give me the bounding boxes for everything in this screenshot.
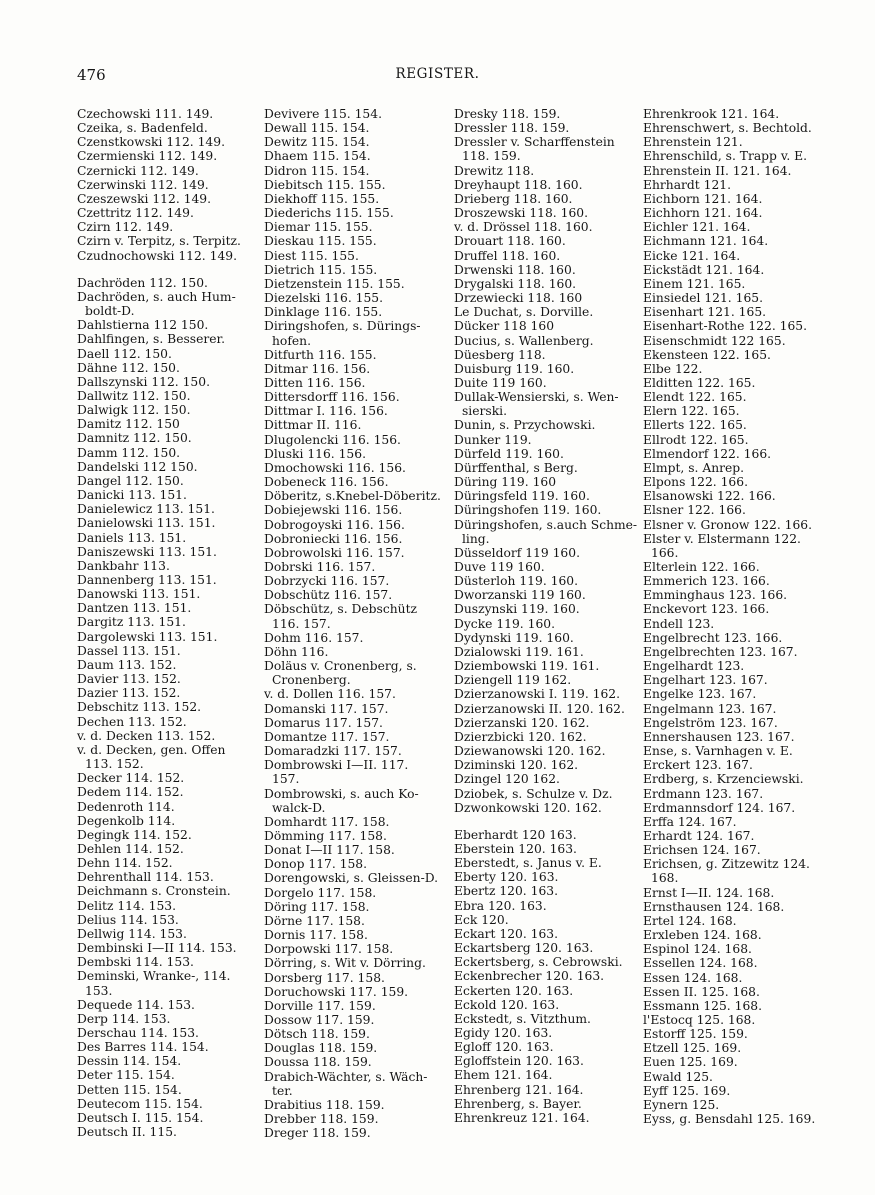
index-entry: Engelbrecht 123. 166. xyxy=(643,630,783,645)
index-entry: Dressler 118. 159. xyxy=(454,121,570,136)
index-entry: Eichmann 121. 164. xyxy=(643,234,769,249)
index-entry: v. d. Dollen 116. 157. xyxy=(264,687,396,702)
index-entry: Dörne 117. 158. xyxy=(264,913,365,928)
index-entry: Drzewiecki 118. 160 xyxy=(454,291,583,306)
index-entry: Damm 112. 150. xyxy=(77,445,181,460)
index-entry: Delius 114. 153. xyxy=(77,912,179,927)
index-entry: Dobeneck 116. 156. xyxy=(264,475,389,490)
index-entry: Eckold 120. 163. xyxy=(454,997,560,1012)
index-entry: Dallwitz 112. 150. xyxy=(77,388,191,403)
index-entry: Döhn 116. xyxy=(264,644,329,659)
index-entry: Ehrenkreuz 121. 164. xyxy=(454,1110,590,1125)
index-entry: Deutsch I. 115. 154. xyxy=(77,1110,204,1125)
index-entry: Dembski 114. 153. xyxy=(77,955,194,970)
index-entry: Elsanowski 122. 166. xyxy=(643,489,776,504)
index-entry: Degenkolb 114. xyxy=(77,813,176,828)
index-entry: Dessin 114. 154. xyxy=(77,1054,182,1069)
index-column-4 xyxy=(643,107,823,1126)
index-entry: Elpons 122. 166. xyxy=(643,475,748,490)
index-entry: Ditfurth 116. 155. xyxy=(264,347,377,362)
index-entry: Engelhart 123. 167. xyxy=(643,673,768,688)
index-entry: Dittmar II. 116. xyxy=(264,418,362,433)
index-entry: 116. 157. xyxy=(272,616,331,631)
index-entry: Engelmann 123. 167. xyxy=(643,701,777,716)
index-entry: Erichsen, g. Zitzewitz 124. xyxy=(643,857,810,872)
index-entry: Dinklage 116. 155. xyxy=(264,305,383,320)
index-entry: Czeszewski 112. 149. xyxy=(77,191,212,206)
index-entry: Düringshofen, s.auch Schme- xyxy=(454,517,638,532)
index-entry: Engelke 123. 167. xyxy=(643,687,757,702)
index-entry: Drygalski 118. 160. xyxy=(454,276,577,291)
index-entry: 166. xyxy=(651,545,679,560)
index-entry: Dallszynski 112. 150. xyxy=(77,374,210,389)
index-entry: Le Duchat, s. Dorville. xyxy=(454,305,594,320)
index-entry: Dziewanowski 120. 162. xyxy=(454,744,606,759)
index-entry: 153. xyxy=(85,983,113,998)
index-entry: Dmochowski 116. 156. xyxy=(264,460,406,475)
index-entry: Ellrodt 122. 165. xyxy=(643,432,749,447)
index-entry: Espinol 124. 168. xyxy=(643,942,752,957)
index-entry: Essmann 125. 168. xyxy=(643,998,763,1013)
index-entry: 168. xyxy=(651,871,679,886)
index-entry: Egloffstein 120. 163. xyxy=(454,1054,584,1069)
index-entry: Engelhardt 123. xyxy=(643,659,745,674)
index-entry: Etzell 125. 169. xyxy=(643,1041,742,1056)
index-entry: Dluski 116. 156. xyxy=(264,446,366,461)
index-entry: Deutecom 115. 154. xyxy=(77,1096,203,1111)
index-entry: Dankbahr 113. xyxy=(77,558,170,573)
section-gap xyxy=(77,263,249,276)
index-entry: Dömming 117. 158. xyxy=(264,828,387,843)
index-entry: Daniels 113. 151. xyxy=(77,530,187,545)
index-entry: Ehrenstein 121. xyxy=(643,135,743,150)
index-entry: Domarus 117. 157. xyxy=(264,715,383,730)
index-entry: Dobrowolski 116. 157. xyxy=(264,545,405,560)
index-entry: Devivere 115. 154. xyxy=(264,107,382,121)
index-entry: Dantzen 113. 151. xyxy=(77,601,192,616)
index-entry: Dorville 117. 159. xyxy=(264,998,376,1013)
index-entry: Dücker 118 160 xyxy=(454,319,555,334)
index-entry: boldt-D. xyxy=(85,304,135,319)
index-entry: Dürfeld 119. 160. xyxy=(454,446,564,461)
index-entry: Erxleben 124. 168. xyxy=(643,928,762,943)
index-entry: Erdberg, s. Krzenciewski. xyxy=(643,772,804,787)
index-entry: Drewitz 118. xyxy=(454,163,535,178)
index-entry: Dehrenthall 114. 153. xyxy=(77,870,214,885)
index-entry: Eynern 125. xyxy=(643,1097,720,1112)
index-entry: Dietrich 115. 155. xyxy=(264,262,378,277)
index-entry: Dehlen 114. 152. xyxy=(77,841,184,856)
index-entry: Dworzanski 119 160. xyxy=(454,588,586,603)
index-entry: Estorff 125. 159. xyxy=(643,1027,748,1042)
index-entry: Eckart 120. 163. xyxy=(454,926,559,941)
index-entry: Ernsthausen 124. 168. xyxy=(643,899,785,914)
index-entry: Dachröden, s. auch Hum- xyxy=(77,289,236,304)
index-entry: Dalwigk 112. 150. xyxy=(77,403,191,418)
index-entry: Dycke 119. 160. xyxy=(454,616,555,631)
index-entry: Dzierzanski 120. 162. xyxy=(454,715,590,730)
index-entry: Czirn 112. 149. xyxy=(77,220,174,235)
index-entry: Domanski 117. 157. xyxy=(264,701,389,716)
index-entry: Dzierzanowski II. 120. 162. xyxy=(454,701,625,716)
index-entry: Ehrhardt 121. xyxy=(643,177,732,192)
index-entry: Des Barres 114. 154. xyxy=(77,1040,209,1055)
index-entry: Danielewicz 113. 151. xyxy=(77,502,215,517)
index-entry: Emmerich 123. 166. xyxy=(643,574,770,589)
index-entry: Donat I—II 117. 158. xyxy=(264,843,395,858)
index-entry: Ense, s. Varnhagen v. E. xyxy=(643,744,793,759)
index-entry: Dhaem 115. 154. xyxy=(264,149,371,164)
page-header xyxy=(0,66,875,90)
index-entry: Davier 113. 152. xyxy=(77,672,181,687)
index-entry: Dressler v. Scharffenstein xyxy=(454,135,615,150)
index-entry: Elsner 122. 166. xyxy=(643,503,746,518)
index-entry: Ebra 120. 163. xyxy=(454,898,547,913)
index-entry: Dombrowski I—II. 117. xyxy=(264,758,409,773)
index-entry: Dzierzanowski I. 119. 162. xyxy=(454,687,621,702)
index-entry: Eichler 121. 164. xyxy=(643,220,751,235)
index-entry: Engelbrechten 123. 167. xyxy=(643,644,798,659)
index-entry: Dorgelo 117. 158. xyxy=(264,885,377,900)
index-entry: Dossow 117. 159. xyxy=(264,1013,375,1027)
index-entry: Czechowski 111. 149. xyxy=(77,107,214,121)
index-entry: Dahlstierna 112 150. xyxy=(77,318,209,333)
index-entry: Dewitz 115. 154. xyxy=(264,135,370,150)
index-entry: Derp 114. 153. xyxy=(77,1011,171,1026)
index-entry: Eyss, g. Bensdahl 125. 169. xyxy=(643,1112,816,1127)
index-entry: Dähne 112. 150. xyxy=(77,360,180,375)
index-entry: Dörring, s. Wit v. Dörring. xyxy=(264,956,426,971)
index-entry: l'Estocq 125. 168. xyxy=(643,1013,756,1027)
index-entry: Dewall 115. 154. xyxy=(264,121,370,136)
index-entry: Dziobek, s. Schulze v. Dz. xyxy=(454,786,613,801)
index-entry: Czermienski 112. 149. xyxy=(77,149,218,164)
index-entry: Dunin, s. Przychowski. xyxy=(454,418,596,433)
index-entry: Deminski, Wranke-, 114. xyxy=(77,969,231,984)
index-entry: Deutsch II. 115. xyxy=(77,1125,177,1140)
index-entry: Dellwig 114. 153. xyxy=(77,926,187,941)
index-entry: Droszewski 118. 160. xyxy=(454,206,589,221)
index-entry: Eisenhart-Rothe 122. 165. xyxy=(643,319,808,334)
index-entry: Ellerts 122. 165. xyxy=(643,418,747,433)
index-entry: Düring 119. 160 xyxy=(454,475,557,490)
index-entry: Daell 112. 150. xyxy=(77,346,172,361)
index-entry: Debschitz 113. 152. xyxy=(77,700,202,715)
index-entry: Degingk 114. 152. xyxy=(77,827,192,842)
index-entry: Enckevort 123. 166. xyxy=(643,602,770,617)
index-entry: Dahlfingen, s. Besserer. xyxy=(77,332,225,347)
index-entry: Elditten 122. 165. xyxy=(643,375,756,390)
index-entry: Domantze 117. 157. xyxy=(264,729,390,744)
index-entry: Dornis 117. 158. xyxy=(264,928,368,943)
index-entry: Diringshofen, s. Dürings- xyxy=(264,319,421,334)
index-entry: Czudnochowski 112. 149. xyxy=(77,248,238,263)
index-entry: Duszynski 119. 160. xyxy=(454,602,580,617)
index-entry: Eberstein 120. 163. xyxy=(454,841,577,856)
index-entry: Elterlein 122. 166. xyxy=(643,560,760,574)
index-entry: Ekensteen 122. 165. xyxy=(643,347,771,362)
index-entry: 113. 152. xyxy=(85,757,144,772)
index-entry: Dazier 113. 152. xyxy=(77,686,181,701)
index-entry: Eberhardt 120 163. xyxy=(454,827,577,842)
index-entry: Duve 119 160. xyxy=(454,560,545,574)
index-entry: Ernst I—II. 124. 168. xyxy=(643,885,775,900)
index-entry: Döberitz, s.Knebel-Döberitz. xyxy=(264,489,441,504)
index-entry: Eberty 120. 163. xyxy=(454,870,559,885)
index-entry: ter. xyxy=(272,1083,293,1098)
index-entry: Czeika, s. Badenfeld. xyxy=(77,121,208,136)
index-entry: Ehrenschwert, s. Bechtold. xyxy=(643,121,812,136)
section-gap xyxy=(454,815,634,828)
index-entry: Dreger 118. 159. xyxy=(264,1126,371,1141)
index-entry: Dittmar I. 116. 156. xyxy=(264,404,388,419)
index-entry: Eckenbrecher 120. 163. xyxy=(454,969,605,984)
index-entry: Dötsch 118. 159. xyxy=(264,1027,370,1042)
index-entry: v. d. Decken, gen. Offen xyxy=(77,742,226,757)
index-entry: Derschau 114. 153. xyxy=(77,1026,199,1040)
index-entry: Düringsfeld 119. 160. xyxy=(454,489,590,504)
index-entry: Duite 119 160. xyxy=(454,375,547,390)
index-entry: Erdmannsdorf 124. 167. xyxy=(643,800,796,815)
index-entry: Elmpt, s. Anrep. xyxy=(643,460,745,475)
index-entry: Dziembowski 119. 161. xyxy=(454,659,600,674)
index-entry: Eicke 121. 164. xyxy=(643,248,741,263)
index-entry: Dobrogoyski 116. 156. xyxy=(264,517,405,532)
index-entry: Cronenberg. xyxy=(272,673,351,688)
index-entry: Eckerten 120. 163. xyxy=(454,983,574,998)
index-entry: Dziminski 120. 162. xyxy=(454,758,579,773)
index-entry: Dobschütz 116. 157. xyxy=(264,588,393,603)
index-entry: Drabich-Wächter, s. Wäch- xyxy=(264,1069,428,1084)
index-entry: Dohm 116. 157. xyxy=(264,630,364,645)
index-entry: Eckartsberg 120. 163. xyxy=(454,941,594,956)
index-entry: Eck 120. xyxy=(454,912,509,927)
index-entry: Essen II. 125. 168. xyxy=(643,984,760,999)
index-entry: Dunker 119. xyxy=(454,432,532,447)
index-entry: Dobroniecki 116. 156. xyxy=(264,531,403,546)
index-entry: Diest 115. 155. xyxy=(264,248,359,263)
index-entry: Daum 113. 152. xyxy=(77,657,177,672)
index-entry: Dedem 114. 152. xyxy=(77,785,184,800)
index-entry: Drieberg 118. 160. xyxy=(454,191,573,206)
index-entry: Eckstedt, s. Vitzthum. xyxy=(454,1011,591,1026)
index-entry: Endell 123. xyxy=(643,616,715,631)
index-entry: Erckert 123. 167. xyxy=(643,758,753,773)
index-entry: Engelström 123. 167. xyxy=(643,715,778,730)
index-entry: Egloff 120. 163. xyxy=(454,1040,554,1055)
index-entry: Czernicki 112. 149. xyxy=(77,163,199,178)
index-entry: Doruchowski 117. 159. xyxy=(264,984,409,999)
index-entry: Dzingel 120 162. xyxy=(454,772,560,787)
index-entry: Düesberg 118. xyxy=(454,347,546,362)
index-entry: Czirn v. Terpitz, s. Terpitz. xyxy=(77,234,241,249)
index-entry: Diekhoff 115. 155. xyxy=(264,191,380,206)
index-entry: ling. xyxy=(462,531,490,546)
index-column-3 xyxy=(454,107,638,1125)
index-entry: Dobiejewski 116. 156. xyxy=(264,503,403,518)
index-entry: Ertel 124. 168. xyxy=(643,913,737,928)
index-entry: Domaradzki 117. 157. xyxy=(264,744,402,759)
index-entry: Erichsen 124. 167. xyxy=(643,843,761,858)
index-entry: Dullak-Wensierski, s. Wen- xyxy=(454,390,619,405)
index-entry: Dieskau 115. 155. xyxy=(264,234,377,249)
index-entry: Drouart 118. 160. xyxy=(454,234,566,249)
index-entry: Dorpowski 117. 158. xyxy=(264,942,394,957)
index-entry: Ehrenberg, s. Bayer. xyxy=(454,1096,582,1111)
index-column-1 xyxy=(77,107,249,1139)
index-entry: Dydynski 119. 160. xyxy=(454,630,574,645)
index-entry: Diemar 115. 155. xyxy=(264,220,373,235)
index-entry: Dargolewski 113. 151. xyxy=(77,629,218,644)
index-entry: Dzierzbicki 120. 162. xyxy=(454,729,587,744)
index-entry: Elmendorf 122. 166. xyxy=(643,446,772,461)
index-entry: Danielowski 113. 151. xyxy=(77,516,216,531)
index-entry: Dürffenthal, s Berg. xyxy=(454,460,578,475)
index-entry: Dziengell 119 162. xyxy=(454,673,572,688)
index-entry: Diezelski 116. 155. xyxy=(264,291,384,306)
index-entry: Elsner v. Gronow 122. 166. xyxy=(643,517,813,532)
index-entry: Ehrenberg 121. 164. xyxy=(454,1082,584,1097)
index-entry: Doläus v. Cronenberg, s. xyxy=(264,659,417,674)
index-entry: Einem 121. 165. xyxy=(643,276,746,291)
index-entry: Döring 117. 158. xyxy=(264,899,370,914)
index-entry: Deichmann s. Cronstein. xyxy=(77,884,231,899)
index-entry: Erhardt 124. 167. xyxy=(643,828,755,843)
index-entry: Elendt 122. 165. xyxy=(643,390,747,405)
index-entry: Ehrenstein II. 121. 164. xyxy=(643,163,792,178)
index-entry: Erffa 124. 167. xyxy=(643,814,737,829)
index-entry: Eyff 125. 169. xyxy=(643,1083,731,1098)
index-entry: Dorengowski, s. Gleissen-D. xyxy=(264,871,439,886)
index-entry: Dittersdorff 116. 156. xyxy=(264,390,400,405)
index-entry: Decker 114. 152. xyxy=(77,771,185,786)
index-entry: Dechen 113. 152. xyxy=(77,714,187,729)
index-entry: Elern 122. 165. xyxy=(643,404,740,419)
running-title: REGISTER. xyxy=(395,66,480,82)
index-entry: Ducius, s. Wallenberg. xyxy=(454,333,594,348)
index-entry: 118. 159. xyxy=(462,149,521,164)
index-entry: Donop 117. 158. xyxy=(264,857,368,872)
index-entry: Dresky 118. 159. xyxy=(454,107,561,121)
index-entry: Ebertz 120. 163. xyxy=(454,884,559,899)
index-entry: Eichhorn 121. 164. xyxy=(643,206,763,221)
index-entry: Düsseldorf 119 160. xyxy=(454,545,580,560)
index-entry: Essen 124. 168. xyxy=(643,970,743,985)
index-entry: Erdmann 123. 167. xyxy=(643,786,764,801)
index-column-2 xyxy=(264,107,444,1140)
index-entry: 157. xyxy=(272,772,300,787)
index-entry: Dannenberg 113. 151. xyxy=(77,573,217,587)
index-entry: Danicki 113. 151. xyxy=(77,488,187,503)
index-entry: Daniszewski 113. 151. xyxy=(77,544,217,559)
index-entry: Delitz 114. 153. xyxy=(77,898,176,913)
index-entry: Döbschütz, s. Debschütz xyxy=(264,602,418,617)
index-entry: walck-D. xyxy=(272,800,326,815)
index-entry: Damitz 112. 150 xyxy=(77,417,180,432)
index-entry: Eckertsberg, s. Cebrowski. xyxy=(454,955,623,970)
index-entry: Drabitius 118. 159. xyxy=(264,1097,385,1112)
index-entry: Einsiedel 121. 165. xyxy=(643,291,764,306)
index-entry: Drwenski 118. 160. xyxy=(454,262,576,277)
index-entry: Dembinski I—II 114. 153. xyxy=(77,941,237,956)
index-entry: sierski. xyxy=(462,404,508,419)
index-entry: Dorsberg 117. 158. xyxy=(264,970,385,985)
index-entry: Dequede 114. 153. xyxy=(77,997,195,1012)
index-entry: Czettritz 112. 149. xyxy=(77,206,194,221)
index-entry: Deter 115. 154. xyxy=(77,1068,175,1083)
index-entry: Doussa 118. 159. xyxy=(264,1055,372,1070)
index-entry: Düsterloh 119. 160. xyxy=(454,574,579,589)
page-number: 476 xyxy=(77,66,106,84)
index-entry: Danowski 113. 151. xyxy=(77,587,201,602)
index-entry: Dargitz 113. 151. xyxy=(77,615,186,630)
index-entry: Dreyhaupt 118. 160. xyxy=(454,177,583,192)
index-entry: Elbe 122. xyxy=(643,361,703,376)
index-entry: Düringshofen 119. 160. xyxy=(454,503,602,518)
index-entry: Dachröden 112. 150. xyxy=(77,275,208,290)
index-entry: Egidy 120. 163. xyxy=(454,1026,553,1040)
index-entry: Eisenhart 121. 165. xyxy=(643,305,767,320)
index-entry: Essellen 124. 168. xyxy=(643,956,758,971)
index-entry: Dlugolencki 116. 156. xyxy=(264,432,401,447)
index-entry: Dobrski 116. 157. xyxy=(264,560,376,574)
index-entry: v. d. Drössel 118. 160. xyxy=(454,220,593,235)
index-entry: Elster v. Elstermann 122. xyxy=(643,531,801,546)
index-entry: Dietzenstein 115. 155. xyxy=(264,276,405,291)
index-entry: Dombrowski, s. auch Ko- xyxy=(264,786,419,801)
index-entry: Dzwonkowski 120. 162. xyxy=(454,800,602,815)
index-entry: Druffel 118. 160. xyxy=(454,248,561,263)
index-entry: Douglas 118. 159. xyxy=(264,1041,378,1056)
index-entry: Czerwinski 112. 149. xyxy=(77,177,209,192)
index-entry: Domhardt 117. 158. xyxy=(264,814,390,829)
index-entry: Ditten 116. 156. xyxy=(264,375,366,390)
index-entry: Ehem 121. 164. xyxy=(454,1068,553,1083)
index-entry: Eberstedt, s. Janus v. E. xyxy=(454,856,602,871)
index-entry: Drebber 118. 159. xyxy=(264,1112,379,1127)
index-entry: Ditmar 116. 156. xyxy=(264,361,371,376)
index-entry: Ehrenschild, s. Trapp v. E. xyxy=(643,149,808,164)
index-entry: Ennershausen 123. 167. xyxy=(643,729,795,744)
index-entry: Diebitsch 115. 155. xyxy=(264,177,386,192)
index-entry: Eickstädt 121. 164. xyxy=(643,262,765,277)
index-entry: Dedenroth 114. xyxy=(77,799,175,814)
index-entry: Diederichs 115. 155. xyxy=(264,206,394,221)
index-entry: Ehrenkrook 121. 164. xyxy=(643,107,780,121)
index-entry: hofen. xyxy=(272,333,311,348)
index-entry: Euen 125. 169. xyxy=(643,1055,738,1070)
index-entry: Czenstkowski 112. 149. xyxy=(77,135,225,150)
index-entry: Dandelski 112 150. xyxy=(77,459,198,474)
index-entry: Dobrzycki 116. 157. xyxy=(264,574,390,589)
index-entry: Detten 115. 154. xyxy=(77,1082,182,1097)
index-entry: Dehn 114. 152. xyxy=(77,856,173,871)
index-entry: Duisburg 119. 160. xyxy=(454,361,575,376)
index-entry: Dangel 112. 150. xyxy=(77,473,184,488)
index-entry: v. d. Decken 113. 152. xyxy=(77,728,216,743)
index-entry: Ewald 125. xyxy=(643,1069,713,1084)
index-entry: Eisenschmidt 122 165. xyxy=(643,333,786,348)
index-entry: Damnitz 112. 150. xyxy=(77,431,192,446)
index-entry: Emminghaus 123. 166. xyxy=(643,588,788,603)
index-entry: Dzialowski 119. 161. xyxy=(454,644,584,659)
index-entry: Didron 115. 154. xyxy=(264,163,370,178)
index-entry: Eichborn 121. 164. xyxy=(643,191,763,206)
index-entry: Dassel 113. 151. xyxy=(77,643,181,658)
